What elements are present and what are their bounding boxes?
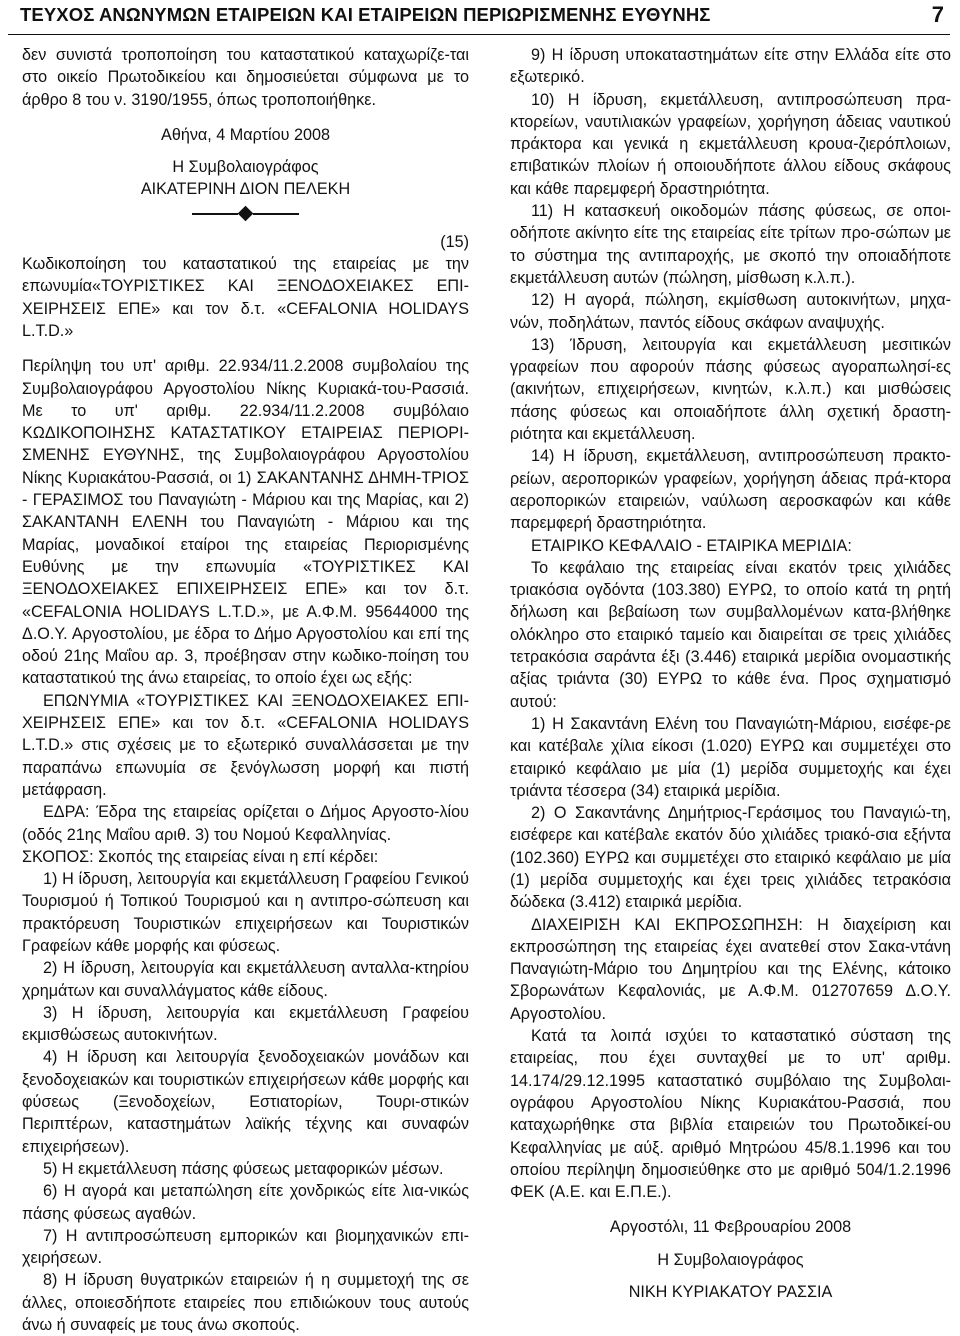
- notice-title: Κωδικοποίηση του καταστατικού της εταιρείας με την επωνυμία«ΤΟΥΡΙΣΤΙΚΕΣ ΚΑΙ ΞΕΝΟΔΟΧΕΙΑΚΕΣ ΕΠΙ-ΧΕΙΡΗΣΕΙΣ ΕΠΕ» και τον δ.τ. «CEFALONIA HOLIDAYS L.T.D.»: [22, 255, 469, 340]
- capital-contribution: 2) Ο Σακαντάνης Δημήτριος-Γεράσιμος του Παναγιώ-τη, εισέφερε και κατέβαλε εκατόν δύο χιλιάδες τριακό-σια εξήντα (102.360) ΕΥΡΩ και συμμετέχει στο εταιρικό κεφάλαιο με μία (1) μερίδα συμμετοχής και έχει τρεις χιλιάδες τετρακόσια δώδεκα (3.412) εταιρικά μερίδια.: [510, 804, 951, 912]
- signer-name: ΑΙΚΑΤΕΡΙΝΗ ΔΙΟΝ ΠΕΛΕΚΗ: [140, 180, 351, 199]
- purpose-item: 11) Η κατασκευή οικοδομών πάσης φύσεως, σε οποι-οδήποτε ακίνητο είτε της εταιρείας είτε τρίτων προ-σώπων με το σύστημα της αντιπαροχής, με σκοπό την οποιαδήποτε εκμετάλλευση αυτών (πώληση, μίσθωση κ.λ.π.).: [510, 202, 951, 287]
- administration-paragraph: ΔΙΑΧΕΙΡΙΣΗ ΚΑΙ ΕΚΠΡΟΣΩΠΗΣΗ: Η διαχείριση και εκπροσώπηση της εταιρείας έχει ανατεθεί στον Σακα-ντάνη Παναγιώτη-Μάριο του Δημητρίου και της Ελένης, κάτοικο Σβορωνάτων Κεφαλονιάς, με Α.Φ.Μ. 012707659 Δ.Ο.Υ. Αργοστολίου.: [510, 915, 951, 1023]
- capital-paragraph: Το κεφάλαιο της εταιρείας είναι εκατόν τρεις χιλιάδες τριακόσια ογδόντα (103.380) ΕΥΡΩ, το οποίο κατά τη ρητή δήλωση και βεβαίωση των συμβαλλομένων κατα-βλήθηκε ολόκληρο στο εταιρικό ταμείο και διαιρείται σε τρεις χιλιάδες τετρακόσια σαράντα έξι (3.446) εταιρικά μερίδια ονομαστικής αξίας τριάντα (30) ΕΥΡΩ το κάθε ένα. Προς σχηματισμό αυτού:: [510, 558, 951, 711]
- right-column: [510, 44, 951, 1303]
- page-header: [8, 0, 950, 35]
- capital-contribution: 1) Η Σακαντάνη Ελένη του Παναγιώτη-Μάριου, εισέφε-ρε και κατέβαλε χίλια είκοσι (1.020) ΕΥΡΩ και συμμετέχει στο εταιρικό κεφάλαιο με μία (1) μερίδα συμμετοχής και έχει τριάντα τέσσερα (34) εταιρικά μερίδια.: [510, 714, 951, 800]
- purpose-item: 14) Η ίδρυση, εκμετάλλευση, αντιπροσώπευση πρακτο-ρείων, αεροπορικών γραφείων, χορήγηση άδειας πρά-κτορα αεροπορικών εταιρειών, ναύλωση αεροσκαφών και κάθε παρεμφερή δραστηριότητα.: [510, 447, 951, 533]
- purpose-item: 12) Η αγορά, πώληση, εκμίσθωση αυτοκινήτων, μηχα-νών, ποδηλάτων, παντός είδους σκάφων αναψυχής.: [510, 291, 951, 332]
- left-column: [22, 44, 469, 1336]
- purpose-item: 8) Η ίδρυση θυγατρικών εταιρειών ή η συμμετοχή της σε άλλες, οποιεσδήποτε εταιρείες που επιδιώκουν τους αυτούς άνω ή συναφείς με τους άνω σκοπούς.: [22, 1271, 469, 1335]
- edra-paragraph: ΕΔΡΑ: Έδρα της εταιρείας ορίζεται ο Δήμος Αργοστο-λίου (οδός 21ης Μαΐου αριθ. 3) του Νομού Κεφαλληνίας.: [22, 803, 469, 844]
- purpose-item: 13) Ίδρυση, λειτουργία και εκμετάλλευση μεσιτικών γραφείων που αφορούν πάσης φύσεως αγοραπωλησί-ες (ακινήτων, επιχειρήσεων, κινητών, κ.λ.π.) και μισθώσεις πάσης φύσεως και οποιαδήποτε άλλη σχετική δραστη-ριότητα και εκμετάλλευση.: [510, 335, 951, 444]
- diamond-icon: [238, 206, 254, 222]
- signature-block: [510, 1216, 951, 1303]
- skopos-paragraph: ΣΚΟΠΟΣ: Σκοπός της εταιρείας είναι η επί κέρδει:: [22, 847, 379, 866]
- section-separator: [22, 204, 469, 224]
- page-number: 7: [931, 2, 944, 27]
- intro-paragraph: δεν συνιστά τροποποίηση του καταστατικού καταχωρίζε-ται στο οικείο Πρωτοδικείου και δημοσιεύεται σύμφωνα με το άρθρο 8 του ν. 3190/1955, όπως τροποποιήθηκε.: [22, 46, 469, 109]
- signer-role: Η Συμβολαιογράφος: [172, 158, 319, 177]
- purpose-item: 5) Η εκμετάλλευση πάσης φύσεως μεταφορικών μέσων.: [43, 1159, 444, 1178]
- remaining-terms-paragraph: Κατά τα λοιπά ισχύει το καταστατικό σύσταση της εταιρείας, που έχει συνταχθεί με το υπ' αριθμ. 14.174/29.12.1995 καταστατικό συμβόλαιο της Συμβολαι-ογράφου Αργοστολίου Νίκης Κυριακάτου-Ρασσιά, που καταχωρήθηκε στα βιβλία εταιρειών του Πρωτοδικεί-ου Κεφαλληνίας με αύξ. αριθμό Μητρώου 45/8.1.1996 και του οποίου περίληψη δημοσιεύθηκε στο με αριθμό 504/1.2.1996 ΦΕΚ (Α.Ε. και Ε.Π.Ε.).: [510, 1027, 951, 1202]
- purpose-item: 10) Η ίδρυση, εκμετάλλευση, αντιπροσώπευση πρα-κτορείων, ναυτιλιακών γραφείων, χορήγηση άδειας ναυτικού πράκτορα και γενικά η εκμετάλλευση κρουα-ζιερόπλοιων, επιβατικών πλοίων ή οποιουδήποτε άλλου είδους σκάφους και κάθε παρεμφερή δραστηριότητα.: [510, 90, 951, 198]
- sign-name: ΝΙΚΗ ΚΥΡΙΑΚΑΤΟΥ ΡΑΣΣΙΑ: [628, 1283, 833, 1302]
- summary-paragraph: Περίληψη του υπ' αριθμ. 22.934/11.2.2008 συμβολαίου της Συμβολαιογράφου Αργοστολίου Νίκης Κυριακά-του-Ρασσιά. Με το υπ' αριθμ. 22.934/11.2.2008 συμβόλαιο ΚΩΔΙΚΟΠΟΙΗΣΗΣ ΚΑΤΑΣΤΑΤΙΚΟΥ ΕΤΑΙΡΕΙΑΣ ΠΕΡΙΟΡΙ-ΣΜΕΝΗΣ ΕΥΘΥΝΗΣ, της Συμβολαιογράφου Αργοστολίου Νίκης Κυριακάτου-Ρασσιά, οι 1) ΣΑΚΑΝΤΑΝΗΣ ΔΗΜΗ-ΤΡΙΟΣ - ΓΕΡΑΣΙΜΟΣ του Παναγιώτη - Μάριου και της Μαρίας, και 2) ΣΑΚΑΝΤΑΝΗ ΕΛΕΝΗ του Παναγιώτη - Μάριου και της Μαρίας, μοναδικοί εταίροι της εταιρείας Περιορισμένης Ευθύνης με την επωνυμία «ΤΟΥΡΙΣΤΙΚΕΣ ΚΑΙ ΞΕΝΟΔΟΧΕΙΑΚΕΣ ΕΠΙΧΕΙΡΗΣΕΙΣ ΕΠΕ» και τον δ.τ. «CEFALONIA HOLIDAYS L.T.D.», με Α.Φ.Μ. 95644000 της Δ.Ο.Υ. Αργοστολίου, με έδρα το Δήμο Αργοστολίου και επί της οδού 21ης Μαΐου αρ. 3, προέβησαν στην κωδικο-ποίηση του καταστατικού της άνω εταιρείας, το οποίο έχει ως εξής:: [22, 357, 469, 688]
- purpose-item: 1) Η ίδρυση, λειτουργία και εκμετάλλευση Γραφείου Γενικού Τουρισμού ή Τοπικού Τουρισμού και η αντιπρο-σώπευση και πρακτόρευση Τουριστικών επιχειρήσεων και Τουριστικών Γραφείων κάθε μορφής και φύσεως.: [22, 870, 469, 955]
- sign-date: Αργοστόλι, 11 Φεβρουαρίου 2008: [609, 1218, 852, 1237]
- sign-role: Η Συμβολαιογράφος: [657, 1250, 804, 1269]
- purpose-item: 2) Η ίδρυση, λειτουργία και εκμετάλλευση ανταλλα-κτηρίου χρημάτων και συναλλάγματος κάθε είδους.: [22, 959, 469, 1000]
- purpose-item: 9) Η ίδρυση υποκαταστημάτων είτε στην Ελλάδα είτε στο εξωτερικό.: [510, 46, 951, 87]
- notice-number: (15): [440, 232, 469, 251]
- purpose-item: 6) Η αγορά και μεταπώληση είτε χονδρικώς είτε λια-νικώς πάσης φύσεως αγαθών.: [22, 1182, 469, 1223]
- signature-date: Αθήνα, 4 Μαρτίου 2008: [161, 125, 330, 144]
- eponymia-paragraph: ΕΠΩΝΥΜΙΑ «ΤΟΥΡΙΣΤΙΚΕΣ ΚΑΙ ΞΕΝΟΔΟΧΕΙΑΚΕΣ ΕΠΙ-ΧΕΙΡΗΣΕΙΣ ΕΠΕ» και τον δ.τ. «CEFALONIA HOLIDAYS L.T.D.» στις σχέσεις με το εξωτερικό συναλλάσσεται με την παραπάνω επωνυμία σε ξενόγλωσση μορφή και πιστή μετάφραση.: [22, 691, 469, 799]
- capital-heading: ΕΤΑΙΡΙΚΟ ΚΕΦΑΛΑΙΟ - ΕΤΑΙΡΙΚΑ ΜΕΡΙΔΙΑ:: [531, 536, 852, 555]
- purpose-item: 7) Η αντιπροσώπευση εμπορικών και βιομηχανικών επι-χειρήσεων.: [22, 1226, 469, 1268]
- purpose-item: 4) Η ίδρυση και λειτουργία ξενοδοχειακών μονάδων και ξενοδοχειακών και τουριστικών επιχειρήσεων κάθε μορφής και φύσεως (Ξενοδοχείων, Εστιατορίων, Τουρι-στικών Περιπτέρων, καταστημάτων λαϊκής τέχνης και συναφών επιχειρήσεων).: [22, 1048, 469, 1156]
- issue-title: ΤΕΥΧΟΣ ΑΝΩΝΥΜΩΝ ΕΤΑΙΡΕΙΩΝ ΚΑΙ ΕΤΑΙΡΕΙΩΝ ΠΕΡΙΩΡΙΣΜΕΝΗΣ ΕΥΘΥΝΗΣ: [20, 4, 711, 25]
- purpose-item: 3) Η ίδρυση, λειτουργία και εκμετάλλευση Γραφείου εκμισθώσεως αυτοκινήτων.: [22, 1003, 469, 1045]
